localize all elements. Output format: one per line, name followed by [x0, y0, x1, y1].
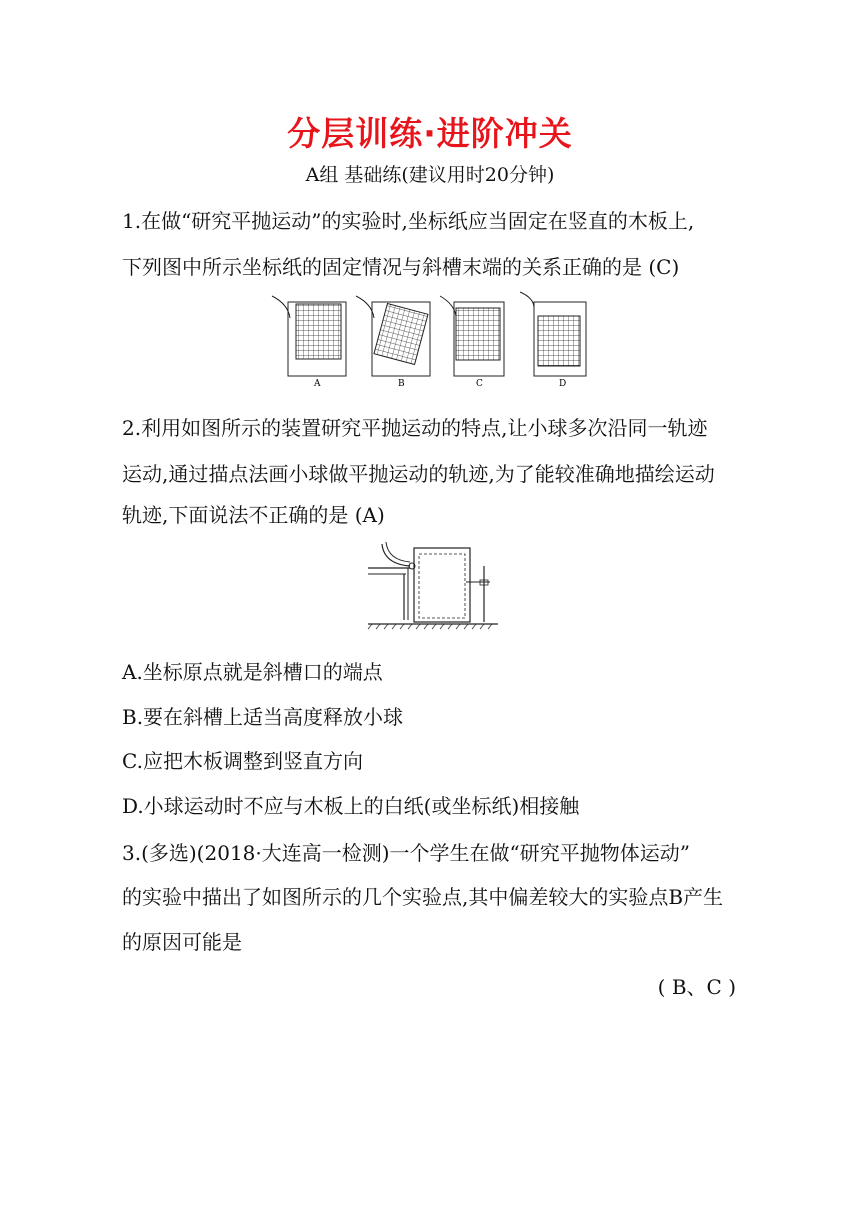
group-subtitle: A组 基础练(建议用时20分钟) — [305, 164, 555, 186]
q2-line-2: 运动,通过描点法画小球做平抛运动的轨迹,为了能较准确地描绘运动 — [122, 462, 715, 486]
q1-line-1: 1.在做“研究平抛运动”的实验时,坐标纸应当固定在竖直的木板上, — [122, 209, 695, 233]
option-d-figure — [520, 292, 586, 389]
q2-line-3: 轨迹,下面说法不正确的是 (A) — [122, 503, 385, 527]
option-a-label: A — [314, 379, 321, 389]
option-b-label: B — [398, 379, 405, 389]
option-d-label: D — [559, 379, 567, 389]
option-a-figure — [272, 296, 346, 389]
q1-line-2: 下列图中所示坐标纸的固定情况与斜槽末端的关系正确的是 (C) — [122, 255, 680, 279]
option-b-figure — [356, 296, 430, 389]
q2-apparatus-figure — [366, 538, 500, 634]
q2-line-1: 2.利用如图所示的装置研究平抛运动的特点,让小球多次沿同一轨迹 — [122, 416, 708, 440]
option-c-label: C — [476, 379, 483, 389]
page-title: 分层训练·进阶冲关 — [287, 114, 573, 153]
q3-answer: ( B、C ) — [657, 975, 736, 999]
option-c-figure — [440, 296, 504, 389]
q1-options-figure — [268, 290, 598, 390]
q3-line-3: 的原因可能是 — [122, 930, 242, 954]
q2-option-d: D.小球运动时不应与木板上的白纸(或坐标纸)相接触 — [122, 794, 580, 818]
q2-option-a: A.坐标原点就是斜槽口的端点 — [122, 660, 383, 684]
q2-option-b: B.要在斜槽上适当高度释放小球 — [122, 705, 404, 729]
q2-option-c: C.应把木板调整到竖直方向 — [122, 749, 363, 773]
q3-line-1: 3.(多选)(2018·大连高一检测)一个学生在做“研究平抛物体运动” — [122, 841, 690, 865]
q3-line-2: 的实验中描出了如图所示的几个实验点,其中偏差较大的实验点B产生 — [122, 885, 724, 909]
